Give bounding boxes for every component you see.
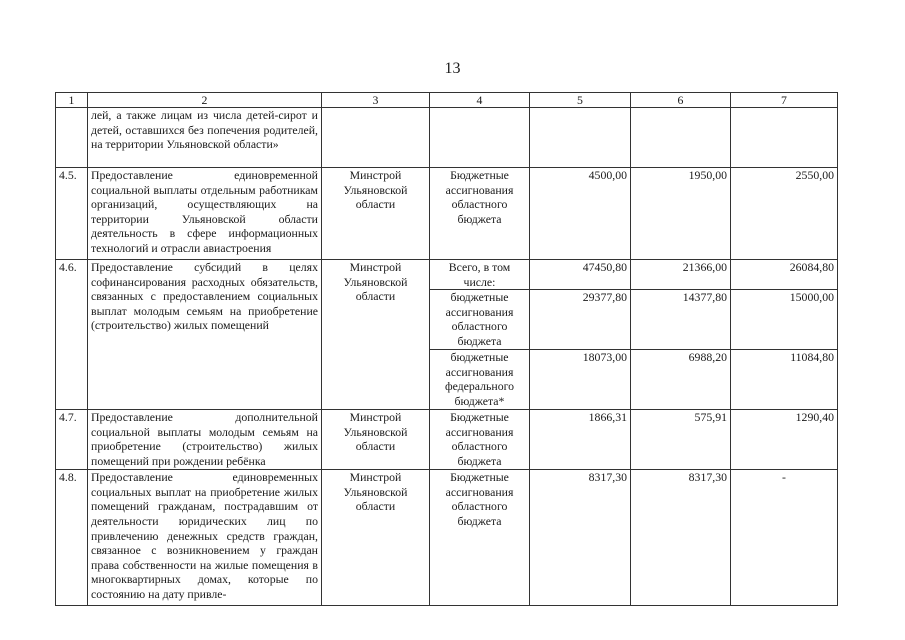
row-number [56,108,88,168]
row-source: Всего, в том числе: [430,260,530,290]
row-value-col6: 1950,00 [631,168,731,260]
row-value-col6: 575,91 [631,410,731,470]
budget-table [55,92,838,606]
row-value-col7 [731,108,838,168]
row-description: Предоставление субсидий в целях софинансирования расходных обязательств, связанных с предоставлением социальных выплат молодым семьям на приобретение (строительство) жилых помещений [88,260,322,410]
row-value-col5: 4500,00 [530,168,631,260]
row-description: Предоставление единовременных социальных выплат на приобретение жилых помещений гражданам, пострадавшим от деятельности юридических лиц по привлечению денежных средств граждан, связанное с возникновением у граждан права собственности на жилые помещения в многоквартирных домах, которые по состоянию на дату привле- [88,470,322,606]
row-description: лей, а также лицам из числа детей-сирот и детей, оставшихся без попечения родителей, на территории Ульяновской области» [88,108,322,168]
table-row [56,410,838,470]
row-description: Предоставление единовременной социальной выплаты отдельным работникам организаций, осуществляющих на территории Ульяновской области деятельность в сфере информационных технологий и отрасли авиастроения [88,168,322,260]
row-value-col7: 15000,00 [731,290,838,350]
row-value-col6: 14377,80 [631,290,731,350]
table-row [56,260,838,290]
row-value-col6: 21366,00 [631,260,731,290]
row-value-col7: - [731,470,838,606]
row-source: Бюджетные ассигнования областного бюджета [430,168,530,260]
row-value-col5 [530,108,631,168]
table-row [56,108,838,168]
row-source: Бюджетные ассигнования областного бюджета [430,410,530,470]
row-value-col7: 11084,80 [731,350,838,410]
row-value-col6 [631,108,731,168]
row-number: 4.7. [56,410,88,470]
row-value-col5: 18073,00 [530,350,631,410]
row-value-col7: 2550,00 [731,168,838,260]
row-executor [322,108,430,168]
table-row [56,470,838,606]
row-number: 4.6. [56,260,88,410]
table-header-row [56,93,838,108]
column-header: 6 [631,93,731,108]
row-number: 4.5. [56,168,88,260]
row-value-col6: 8317,30 [631,470,731,606]
column-header: 1 [56,93,88,108]
row-value-col5: 1866,31 [530,410,631,470]
row-value-col5: 29377,80 [530,290,631,350]
row-value-col5: 8317,30 [530,470,631,606]
row-source: бюджетные ассигнования областного бюджета [430,290,530,350]
row-executor: Минстрой Ульяновской области [322,410,430,470]
column-header: 3 [322,93,430,108]
column-header: 4 [430,93,530,108]
column-header: 5 [530,93,631,108]
row-value-col7: 26084,80 [731,260,838,290]
row-value-col6: 6988,20 [631,350,731,410]
row-description: Предоставление дополнительной социальной выплаты молодым семьям на приобретение (строительство) жилых помещений при рождении ребёнка [88,410,322,470]
row-value-col7: 1290,40 [731,410,838,470]
row-number: 4.8. [56,470,88,606]
table-row [56,168,838,260]
column-header: 7 [731,93,838,108]
row-source [430,108,530,168]
page-number: 13 [444,60,461,77]
row-executor: Минстрой Ульяновской области [322,470,430,606]
column-header: 2 [88,93,322,108]
row-executor: Минстрой Ульяновской области [322,260,430,410]
row-source: Бюджетные ассигнования областного бюджета [430,470,530,606]
row-executor: Минстрой Ульяновской области [322,168,430,260]
row-source: бюджетные ассигнования федерального бюджета* [430,350,530,410]
row-value-col5: 47450,80 [530,260,631,290]
